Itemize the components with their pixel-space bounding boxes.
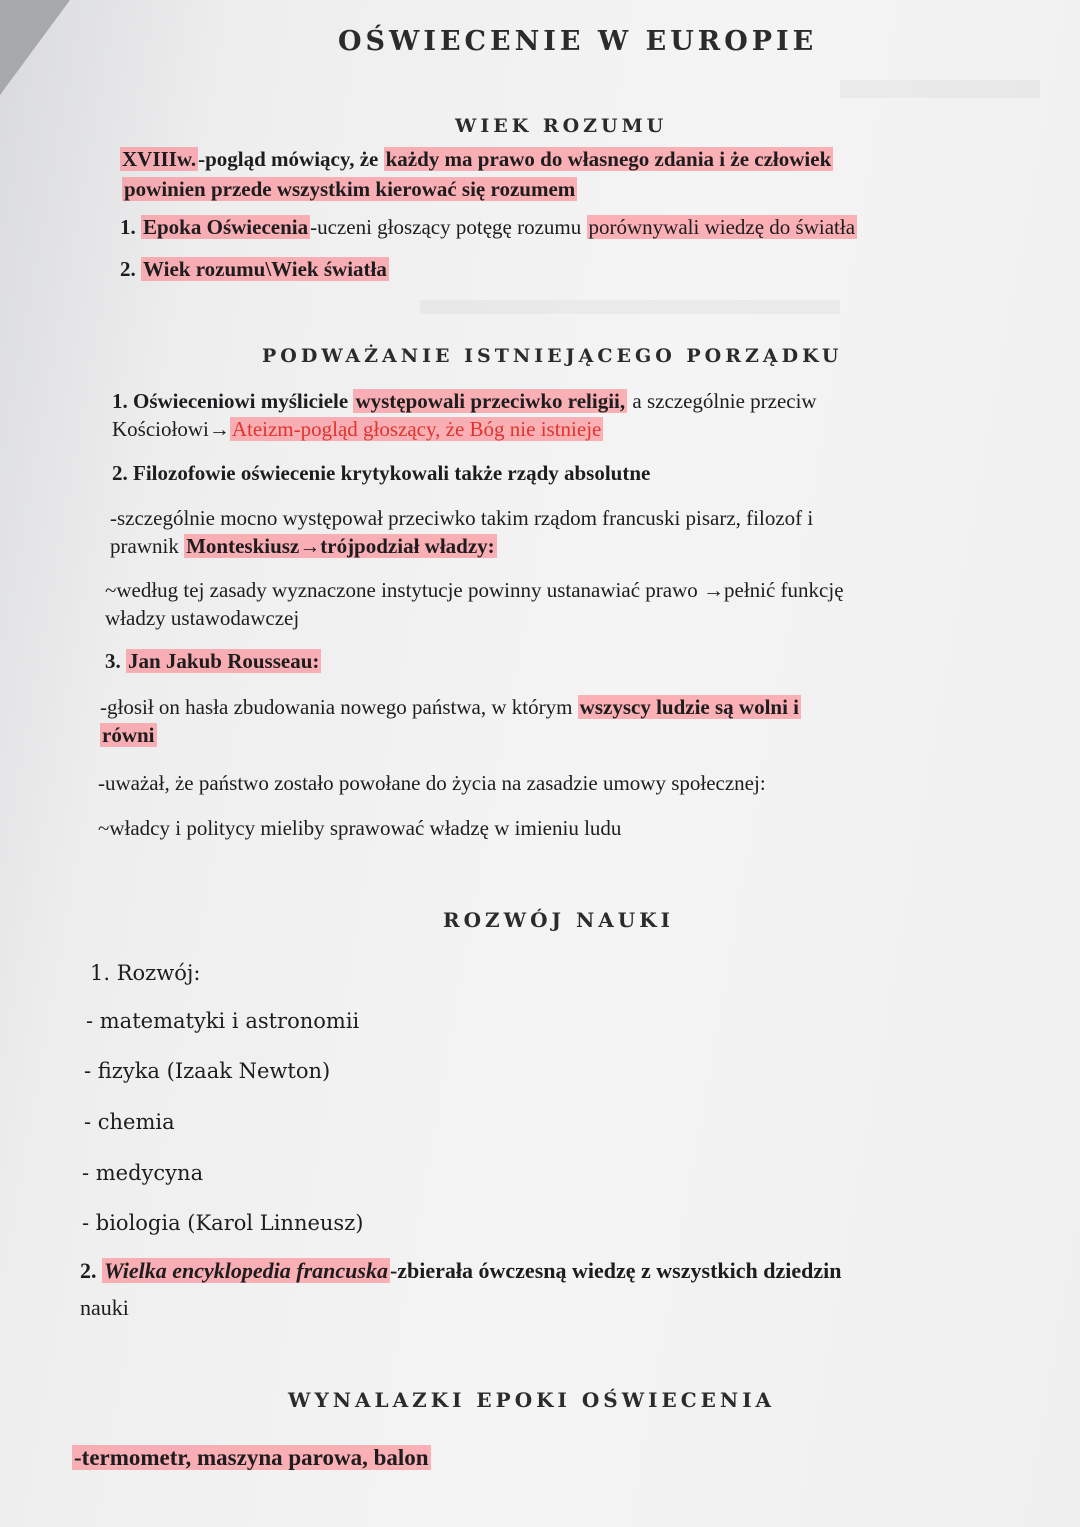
highlight-wolni: wszyscy ludzie są wolni i <box>579 695 800 719</box>
highlight-xviii: XVIIIw. <box>122 147 197 171</box>
point-wiek-rozumu: 2. Wiek rozumu\Wiek światła <box>120 257 387 281</box>
rousseau-line-1: -głosił on hasła zbudowania nowego państwa, w którym wszyscy ludzie są wolni i <box>100 695 800 719</box>
show-through-mark <box>840 80 1040 98</box>
point-rzady-absolutne: 2. Filozofowie oświecenie krytykowali także rządy absolutne <box>112 461 651 485</box>
field-list-item: - matematyki i astronomii <box>86 1009 360 1033</box>
highlight-rousseau: Jan Jakub Rousseau: <box>128 649 320 673</box>
intro-line-2 <box>122 176 577 202</box>
field-list-item: - medycyna <box>82 1161 204 1185</box>
highlight-inventions: -termometr, maszyna parowa, balon <box>74 1445 429 1470</box>
encyclopedia-line-1: 2. Wielka encyklopedia francuska-zbierała ówczesną wiedzę z wszystkich dziedzin <box>80 1258 842 1283</box>
point-rousseau: 3. Jan Jakub Rousseau: <box>105 649 320 673</box>
monteskiusz-line-1: -szczególnie mocno występował przeciwko takim rządom francuski pisarz, filozof i <box>110 506 814 530</box>
intro-line-1: XVIIIw.-pogląd mówiący, że każdy ma prawo do własnego zdania i że człowiek <box>122 147 832 171</box>
inventions-line <box>72 1445 431 1471</box>
monteskiusz-line-2: prawnik Monteskiusz→trójpodział władzy: <box>110 534 495 558</box>
highlight-ateizm: Ateizm-pogląd głoszący, że Bóg nie istnieje <box>231 417 602 441</box>
point-religia-line-2: Kościołowi→Ateizm-pogląd głoszący, że Bóg nie istnieje <box>112 417 602 441</box>
show-through-mark <box>420 300 840 314</box>
page-corner-shadow <box>0 0 70 95</box>
section-heading-wiek-rozumu: WIEK ROZUMU <box>455 115 668 137</box>
field-list-item: - fizyka (Izaak Newton) <box>84 1059 331 1083</box>
trojpodzial-line-2: władzy ustawodawczej <box>105 606 300 630</box>
field-list-item: - chemia <box>84 1110 175 1134</box>
section-heading-rozwoj-nauki: ROZWÓJ NAUKI <box>443 908 674 932</box>
highlight-kazdy: każdy ma prawo do własnego zdania i że człowiek <box>385 147 832 171</box>
section-heading-wynalazki: WYNALAZKI EPOKI OŚWIECENIA <box>288 1388 776 1412</box>
page-title: OŚWIECENIE W EUROPIE <box>338 26 818 57</box>
trojpodzial-line-1: ~według tej zasady wyznaczone instytucje powinny ustanawiać prawo →pełnić funkcję <box>105 578 844 602</box>
highlight-encyklopedia: Wielka encyklopedia francuska <box>104 1258 388 1283</box>
rousseau-line-3: -uważał, że państwo zostało powołane do życia na zasadzie umowy społecznej: <box>98 771 766 795</box>
encyclopedia-line-2: nauki <box>80 1295 129 1320</box>
highlight-rozum: powinien przede wszystkim kierować się rozumem <box>124 177 576 201</box>
rousseau-line-2: równi <box>102 723 155 747</box>
section-heading-podwazanie: PODWAŻANIE ISTNIEJĄCEGO PORZĄDKU <box>262 345 843 367</box>
rozwoj-item: 1. Rozwój: <box>90 961 201 985</box>
point-epoka-oswiecenia: 1. Epoka Oświecenia-uczeni głoszący potęgę rozumu porównywali wiedzę do światła <box>120 215 856 239</box>
point-religia-line-1: 1. Oświeceniowi myśliciele występowali przeciwko religii, a szczególnie przeciw <box>112 389 817 413</box>
field-list-item: - biologia (Karol Linneusz) <box>82 1211 364 1235</box>
highlight-monteskiusz: Monteskiusz→trójpodział władzy: <box>186 534 495 558</box>
rousseau-line-4: ~władcy i politycy mieliby sprawować władzę w imieniu ludu <box>98 816 622 840</box>
